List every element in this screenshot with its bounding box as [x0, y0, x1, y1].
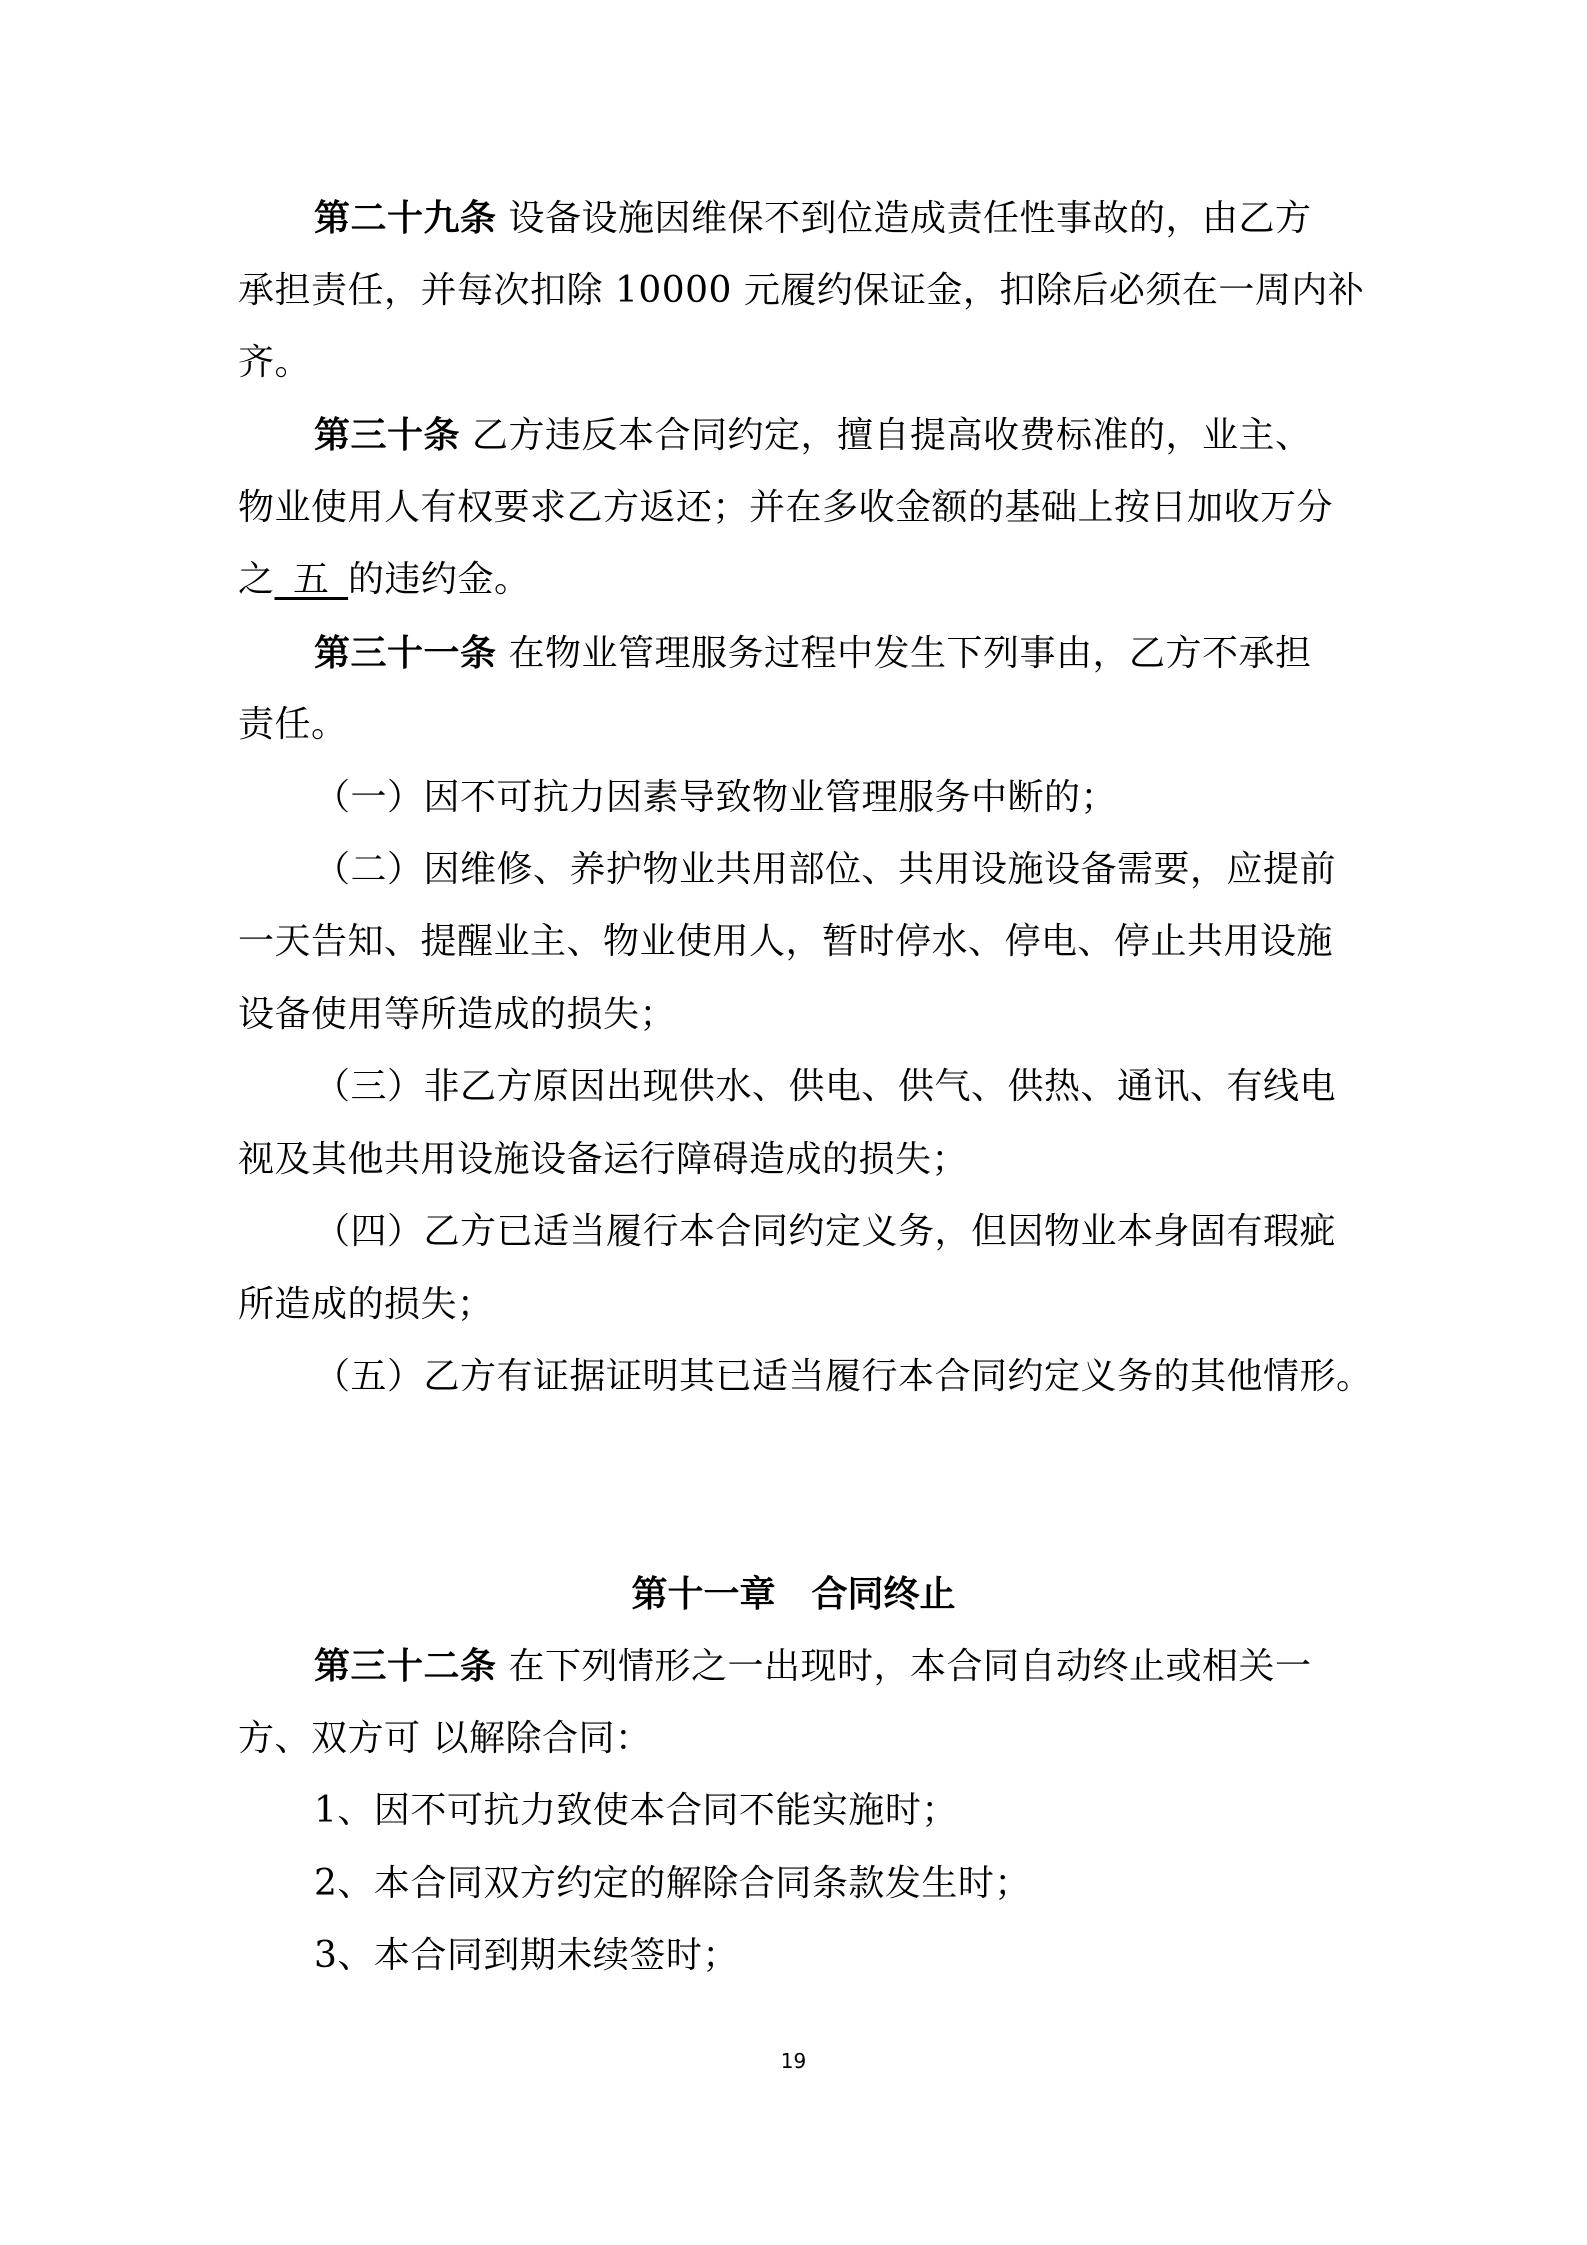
article-32-item-1: 1、因不可抗力致使本合同不能实施时； — [314, 1790, 958, 1831]
article-32-item-2: 2、本合同双方约定的解除合同条款发生时； — [314, 1863, 1031, 1904]
article-31-item-2-line-2: 一天告知、提醒业主、物业使用人，暂时停水、停电、停止共用设施 — [238, 921, 1334, 962]
article-29-label: 第二十九条 — [314, 197, 497, 239]
article-31-label: 第三十一条 — [314, 632, 497, 674]
article-31-item-2-line-3: 设备使用等所造成的损失； — [238, 994, 677, 1035]
article-30-text-post: 的违约金。 — [348, 559, 531, 600]
article-29-line-1 — [314, 194, 1311, 242]
article-30-fill-in — [275, 559, 349, 600]
article-30-text-1: 乙方违反本合同约定，擅自提高收费标准的，业主、 — [471, 415, 1312, 456]
article-30-line-3 — [238, 556, 531, 604]
chapter-heading: 第十一章 合同终止 — [631, 1573, 956, 1615]
article-30-fill-value: 五 — [293, 559, 330, 600]
article-29-line-3: 齐。 — [238, 342, 312, 383]
article-30-label: 第三十条 — [314, 414, 461, 456]
article-31-item-5: （五）乙方有证据证明其已适当履行本合同约定义务的其他情形。 — [314, 1356, 1373, 1397]
page-number: 19 — [780, 2049, 807, 2073]
article-30-text-pre: 之 — [238, 559, 275, 600]
article-31-text-1: 在物业管理服务过程中发生下列事由，乙方不承担 — [508, 633, 1312, 674]
article-32-line-1 — [314, 1642, 1311, 1690]
article-32-label: 第三十二条 — [314, 1645, 497, 1687]
article-30-line-2: 物业使用人有权要求乙方返还；并在多收金额的基础上按日加收万分 — [238, 487, 1334, 528]
article-29-line-2: 承担责任，并每次扣除 10000 元履约保证金，扣除后必须在一周内补 — [238, 270, 1365, 311]
article-32-item-3: 3、本合同到期未续签时； — [314, 1935, 739, 1976]
article-31-item-4-line-2: 所造成的损失； — [238, 1284, 494, 1325]
article-31-line-2: 责任。 — [238, 704, 348, 745]
article-32-text-1: 在下列情形之一出现时，本合同自动终止或相关一 — [508, 1646, 1312, 1687]
article-31-item-1: （一）因不可抗力因素导致物业管理服务中断的； — [314, 777, 1118, 818]
article-31-item-3-line-2: 视及其他共用设施设备运行障碍造成的损失； — [238, 1139, 969, 1180]
article-31-line-1 — [314, 629, 1311, 677]
article-31-item-4-line-1: （四）乙方已适当履行本合同约定义务，但因物业本身固有瑕疵 — [314, 1211, 1337, 1252]
article-32-line-2: 方、双方可 以解除合同： — [238, 1718, 652, 1759]
article-29-text-1: 设备设施因维保不到位造成责任性事故的，由乙方 — [508, 198, 1312, 239]
article-30-line-1 — [314, 411, 1311, 459]
article-31-item-3-line-1: （三）非乙方原因出现供水、供电、供气、供热、通讯、有线电 — [314, 1066, 1337, 1107]
article-31-item-2-line-1: （二）因维修、养护物业共用部位、共用设施设备需要，应提前 — [314, 849, 1337, 890]
